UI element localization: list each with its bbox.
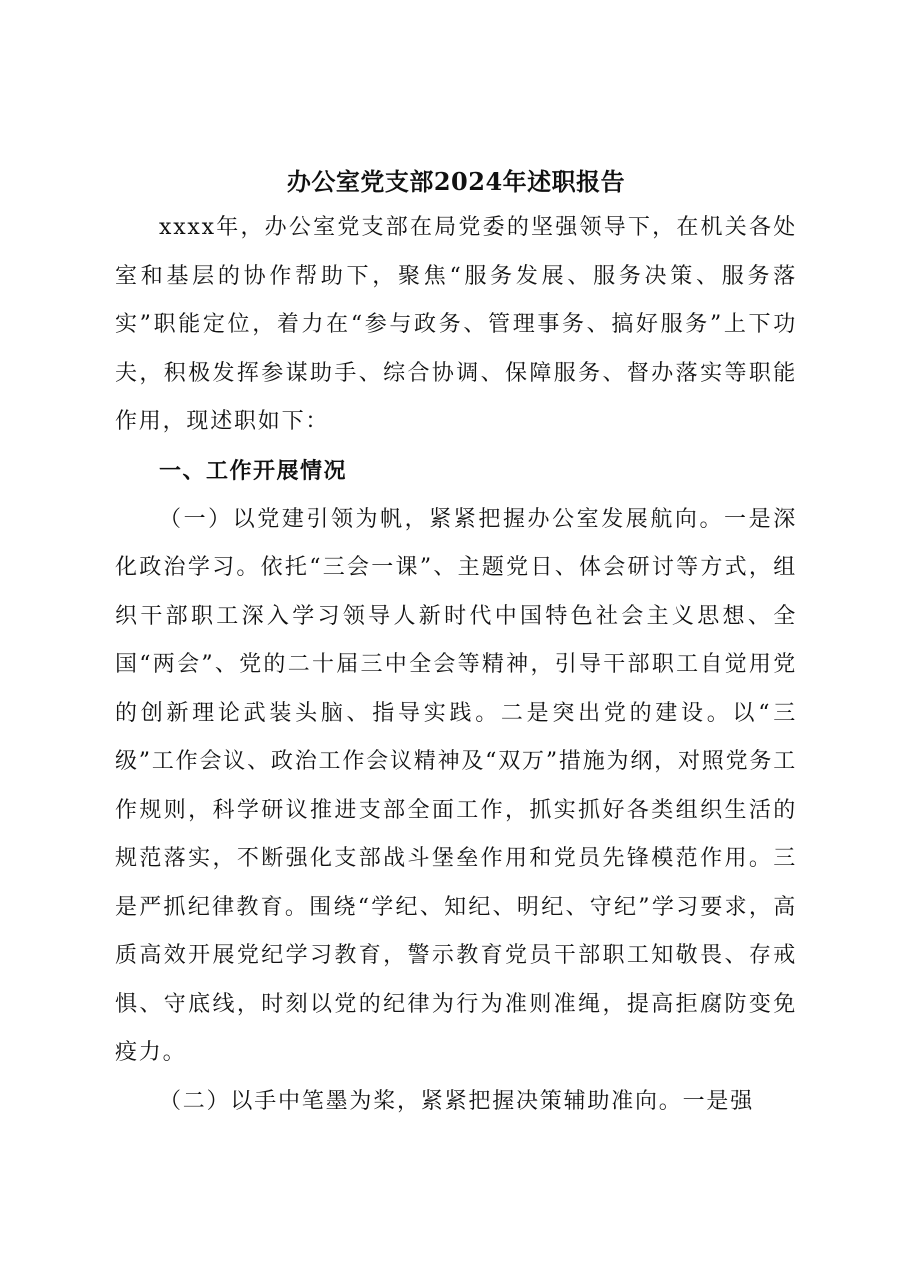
document-body <box>115 160 797 1126</box>
document-title: 办公室党支部2024年述职报告 <box>286 167 626 196</box>
subsection-paragraph-2: （二）以手中笔墨为桨，紧紧把握决策辅助准向。一是强 <box>159 1088 755 1114</box>
section-heading-work-progress: 一、工作开展情况 <box>159 458 348 484</box>
subsection-paragraph-1: （一）以党建引领为帆，紧紧把握办公室发展航向。一是深化政治学习。依托“三会一课”、主题党日、体会研讨等方式，组织干部职工深入学习领导人新时代中国特色社会主义思想、全国“两会”、党的二十届三中全会等精神，引导干部职工自觉用党的创新理论武装头脑、指导实践。二是突出党的建设。以“三级”工作会议、政治工作会议精神及“双万”措施为纲，对照党务工作规则，科学研议推进支部全面工作，抓实抓好各类组织生活的规范落实，不断强化支部战斗堡垒作用和党员先锋模范作用。三是严抓纪律教育。围绕“学纪、知纪、明纪、守纪”学习要求，高质高效开展党纪学习教育，警示教育党员干部职工知敬畏、存戒惧、守底线，时刻以党的纪律为行为准则准绳，提高拒腐防变免疫力。 <box>115 506 797 1065</box>
intro-paragraph: xxxx年，办公室党支部在局党委的坚强领导下，在机关各处室和基层的协作帮助下，聚焦“服务发展、服务决策、服务落实”职能定位，着力在“参与政务、管理事务、搞好服务”上下功夫，积极发挥参谋助手、综合协调、保障服务、督办落实等职能作用，现述职如下： <box>115 215 797 434</box>
